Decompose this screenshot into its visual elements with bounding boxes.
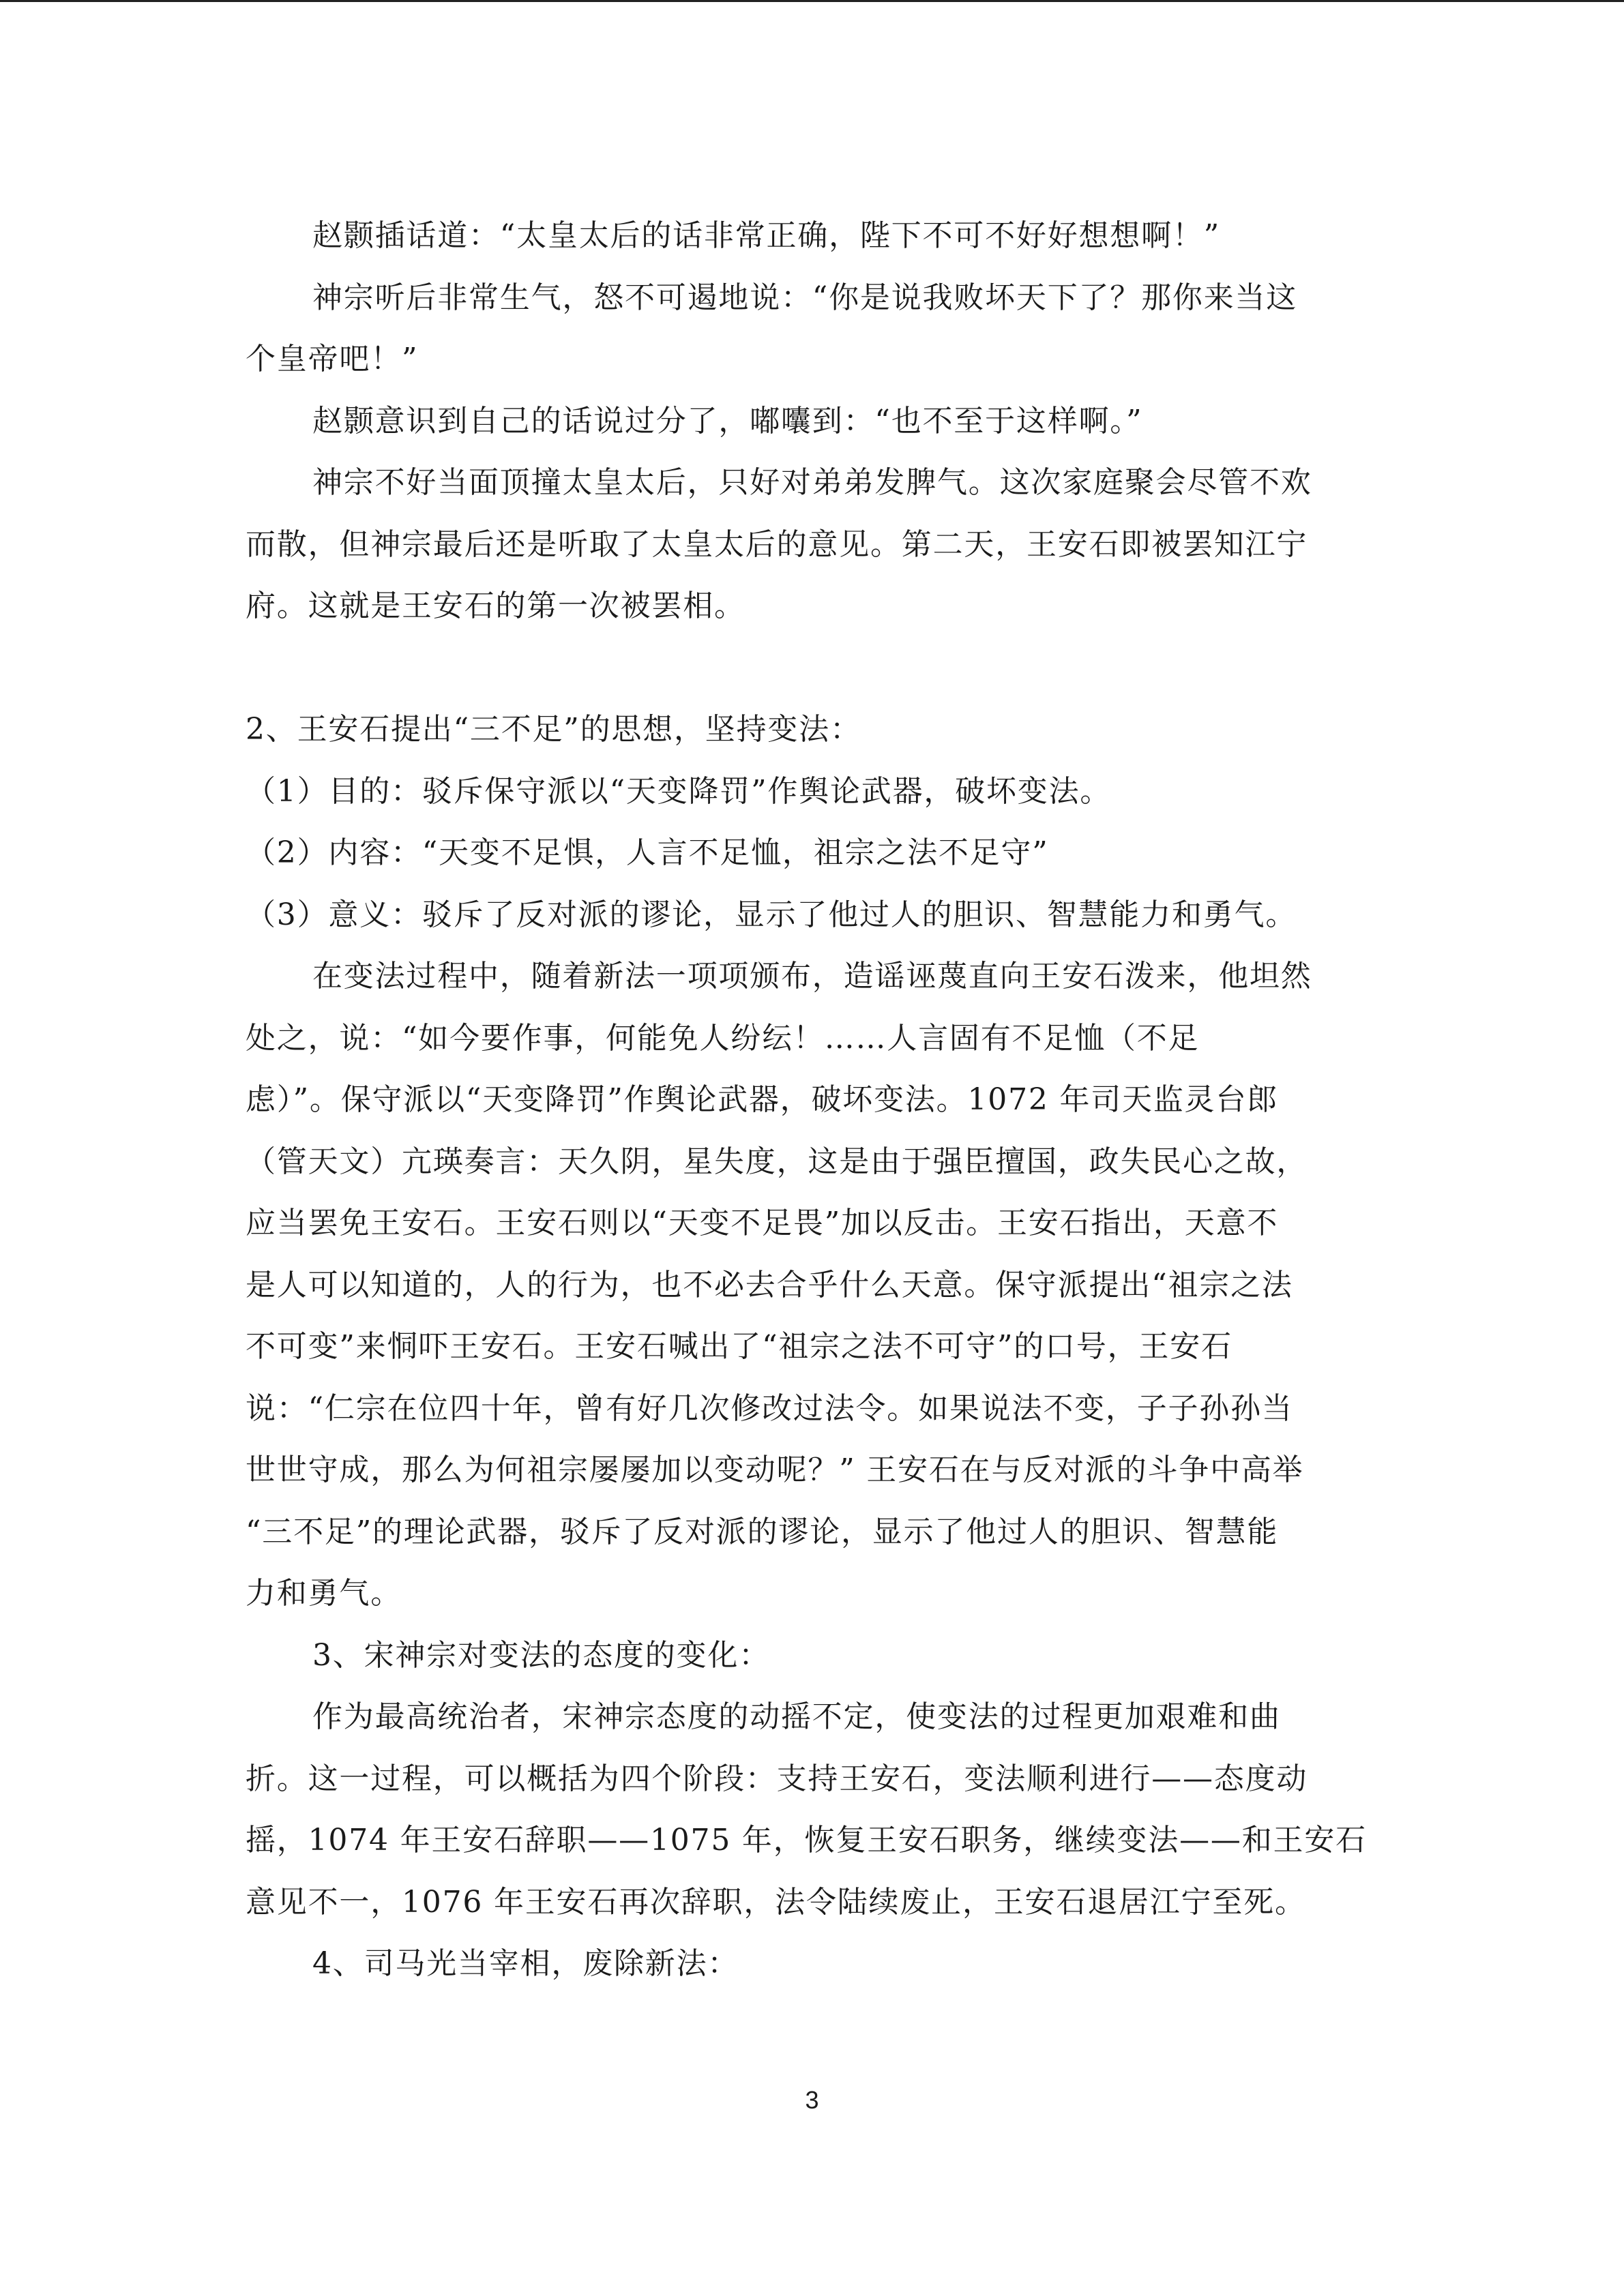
text-line: 府。这就是王安石的第一次被罢相。 — [246, 588, 745, 623]
text-line: 应当罢免王安石。王安石则以“天变不足畏”加以反击。王安石指出，天意不 — [246, 1206, 1279, 1240]
text-line: 个皇帝吧！” — [246, 342, 419, 376]
page-number: 3 — [805, 2086, 819, 2114]
text-line: 摇，1074 年王安石辞职——1075 年，恢复王安石职务，继续变法——和王安石 — [246, 1823, 1367, 1858]
text-line: 而散，但神宗最后还是听取了太皇太后的意见。第二天，王安石即被罢知江宁 — [246, 527, 1308, 562]
list-item: （2）内容：“天变不足惧，人言不足恤，祖宗之法不足守” — [246, 835, 1049, 870]
section-heading: 3、宋神宗对变法的态度的变化： — [312, 1638, 770, 1673]
text-line: 赵颢意识到自己的话说过分了，嘟囔到：“也不至于这样啊。” — [312, 404, 1143, 438]
text-line: 折。这一过程，可以概括为四个阶段：支持王安石，变法顺利进行——态度动 — [246, 1761, 1308, 1796]
text-line: “三不足”的理论武器，驳斥了反对派的谬论，显示了他过人的胆识、智慧能 — [246, 1515, 1279, 1549]
text-line: 神宗听后非常生气，怒不可遏地说：“你是说我败坏天下了？那你来当这 — [312, 280, 1298, 315]
page-top-border — [0, 0, 1624, 2]
text-line: 作为最高统治者，宋神宗态度的动摇不定，使变法的过程更加艰难和曲 — [312, 1699, 1281, 1734]
text-line: （管天文）亢瑛奏言：天久阴，星失度，这是由于强臣擅国，政失民心之故， — [246, 1144, 1308, 1179]
text-line: 意见不一，1076 年王安石再次辞职，法令陆续废止，王安石退居江宁至死。 — [246, 1885, 1306, 1920]
section-heading: 2、王安石提出“三不足”的思想，坚持变法： — [246, 712, 861, 747]
text-line: 在变法过程中，随着新法一项项颁布，造谣诬蔑直向王安石泼来，他坦然 — [312, 959, 1312, 994]
list-item: （1）目的：驳斥保守派以“天变降罚”作舆论武器，破坏变法。 — [246, 774, 1112, 809]
section-heading: 4、司马光当宰相，废除新法： — [312, 1946, 739, 1981]
text-line: 是人可以知道的，人的行为，也不必去合乎什么天意。保守派提出“祖宗之法 — [246, 1268, 1293, 1302]
text-line: 赵颢插话道：“太皇太后的话非常正确，陛下不可不好好想想啊！” — [312, 218, 1220, 253]
list-item: （3）意义：驳斥了反对派的谬论，显示了他过人的胆识、智慧能力和勇气。 — [246, 897, 1297, 932]
text-line: 力和勇气。 — [246, 1576, 402, 1611]
text-line: 处之，说：“如今要作事，何能免人纷纭！……人言固有不足恤（不足 — [246, 1021, 1200, 1056]
text-line: 不可变”来恫吓王安石。王安石喊出了“祖宗之法不可守”的口号，王安石 — [246, 1329, 1232, 1364]
text-line: 虑）”。保守派以“天变降罚”作舆论武器，破坏变法。1072 年司天监灵台郎 — [246, 1082, 1279, 1117]
text-line: 世世守成，那么为何祖宗屡屡加以变动呢？” 王安石在与反对派的斗争中高举 — [246, 1452, 1304, 1487]
text-line: 神宗不好当面顶撞太皇太后，只好对弟弟发脾气。这次家庭聚会尽管不欢 — [312, 465, 1312, 500]
text-line: 说：“仁宗在位四十年，曾有好几次修改过法令。如果说法不变，子子孙孙当 — [246, 1391, 1293, 1426]
